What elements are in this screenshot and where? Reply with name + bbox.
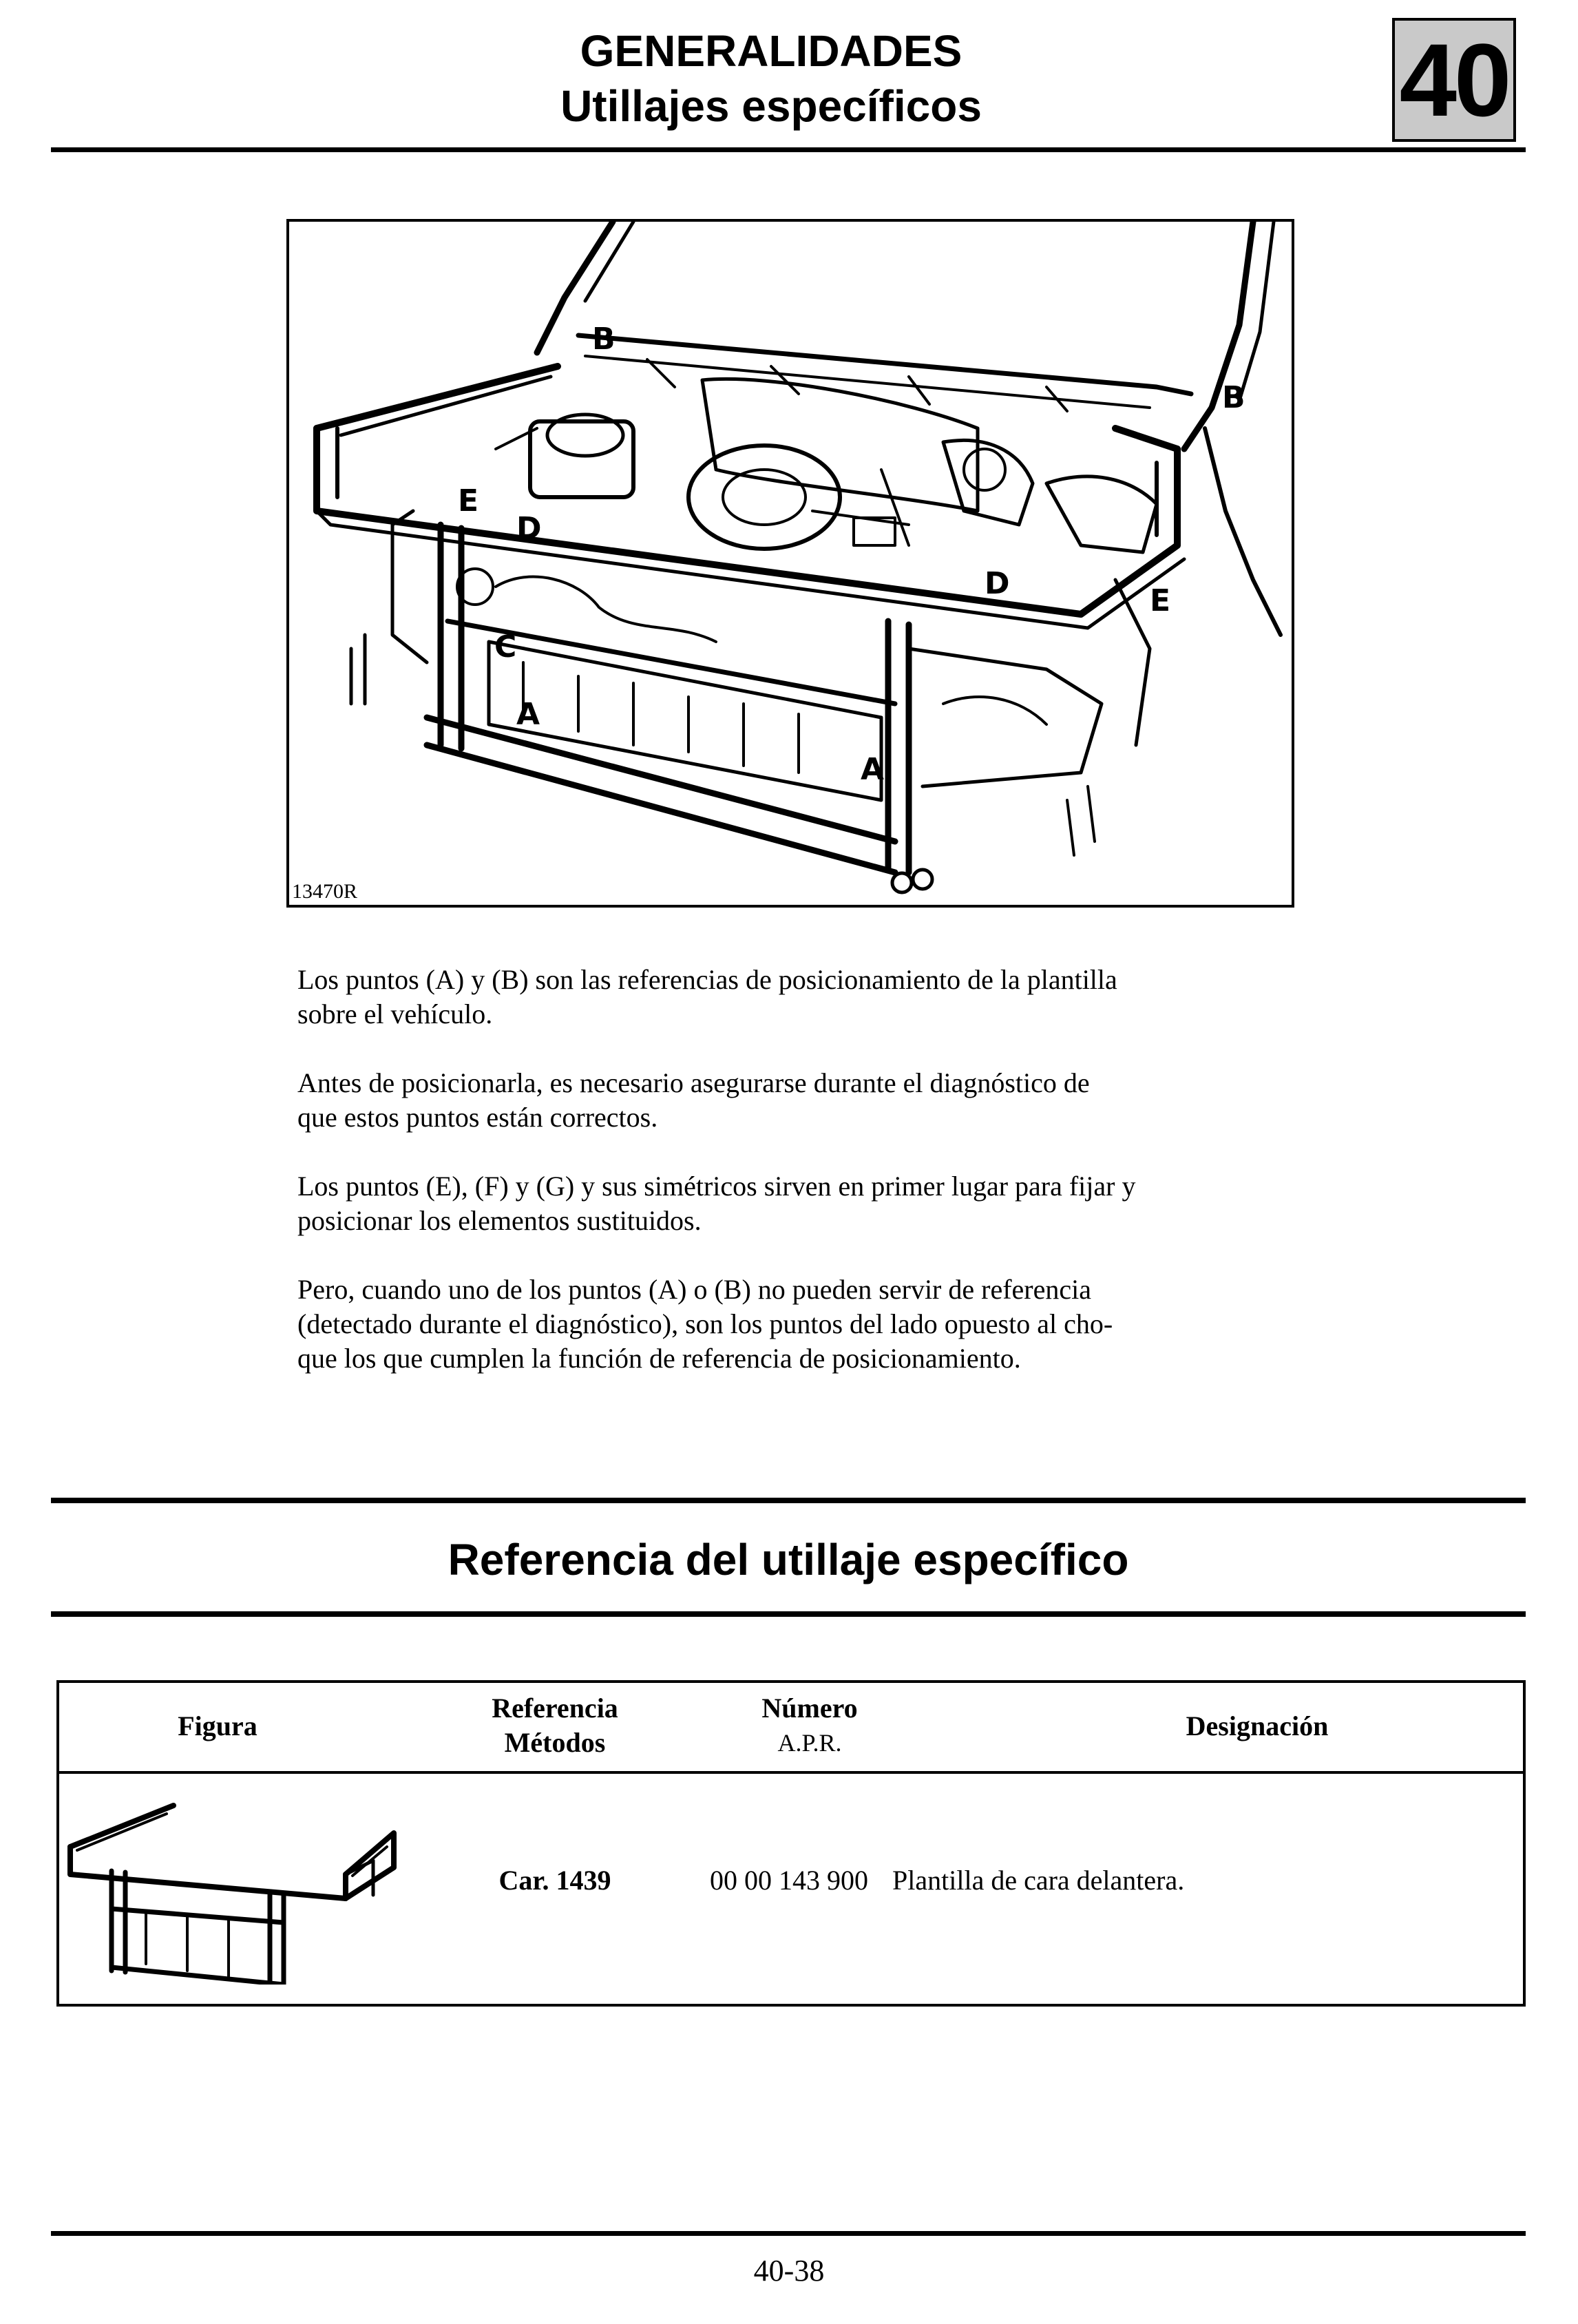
vehicle-front-jig-drawing [289, 222, 1292, 905]
column-header-designacion: Designación [1186, 1710, 1329, 1741]
footer-rule [51, 2231, 1526, 2236]
figure-label-d1: D [516, 511, 542, 546]
section-rule-bottom [51, 1611, 1526, 1617]
page-subtitle: Utillajes específicos [560, 81, 982, 131]
paragraph-line: Pero, cuando uno de los puntos (A) o (B) no pueden servir de referencia [297, 1274, 1091, 1305]
page-title: GENERALIDADES [580, 26, 962, 76]
page-number: 40-38 [753, 2254, 825, 2288]
column-header-numero-line2: A.P.R. [777, 1729, 842, 1757]
figure-reference-code: 13470R [292, 880, 358, 903]
vehicle-jig-illustration [286, 219, 1294, 908]
paragraph-line: Los puntos (A) y (B) son las referencias de posicionamiento de la plantilla [297, 964, 1117, 995]
paragraph-line: sobre el vehículo. [297, 998, 493, 1029]
figure-label-e2: E [1150, 583, 1171, 618]
figure-label-d2: D [985, 566, 1010, 601]
column-header-referencia-line2: Métodos [504, 1727, 606, 1758]
column-header-numero [699, 1691, 920, 1760]
figure-label-a2: A [861, 752, 885, 787]
paragraph-line: Antes de posicionarla, es necesario asegurarse durante el diagnóstico de [297, 1067, 1090, 1098]
jig-thumbnail-image [63, 1785, 449, 1985]
section-rule-top [51, 1498, 1526, 1503]
cell-designacion: Plantilla de cara delantera. [892, 1865, 1185, 1896]
paragraph-3 [297, 1169, 1275, 1238]
paragraph-2 [297, 1066, 1275, 1135]
paragraph-1 [297, 963, 1275, 1032]
paragraph-line: (detectado durante el diagnóstico), son los puntos del lado opuesto al cho- [297, 1308, 1113, 1339]
section-title: Referencia del utillaje específico [448, 1535, 1129, 1584]
paragraph-line: que estos puntos están correctos. [297, 1102, 658, 1133]
tool-reference-table [56, 1680, 1526, 2007]
chapter-number-box [1392, 18, 1516, 142]
table-row [59, 1774, 1523, 2007]
column-header-numero-line1: Número [761, 1693, 858, 1724]
figure-label-b1: B [592, 322, 616, 357]
cell-referencia: Car. 1439 [498, 1865, 611, 1896]
cell-numero: 00 00 143 900 [710, 1865, 868, 1896]
figure-label-b2: B [1222, 380, 1245, 415]
column-header-figura: Figura [178, 1710, 257, 1741]
chapter-number: 40 [1399, 22, 1509, 138]
column-header-referencia-line1: Referencia [492, 1693, 618, 1724]
figure-label-a1: A [516, 697, 540, 732]
figure-label-c: C [494, 629, 517, 664]
paragraph-4 [297, 1273, 1275, 1376]
header-rule [51, 147, 1526, 152]
paragraph-line: Los puntos (E), (F) y (G) y sus simétricos sirven en primer lugar para fijar y [297, 1171, 1136, 1202]
figure-label-e1: E [458, 483, 479, 519]
paragraph-line: que los que cumplen la función de referencia de posicionamiento. [297, 1343, 1021, 1374]
paragraph-line: posicionar los elementos sustituidos. [297, 1205, 702, 1236]
column-header-referencia [445, 1691, 665, 1760]
